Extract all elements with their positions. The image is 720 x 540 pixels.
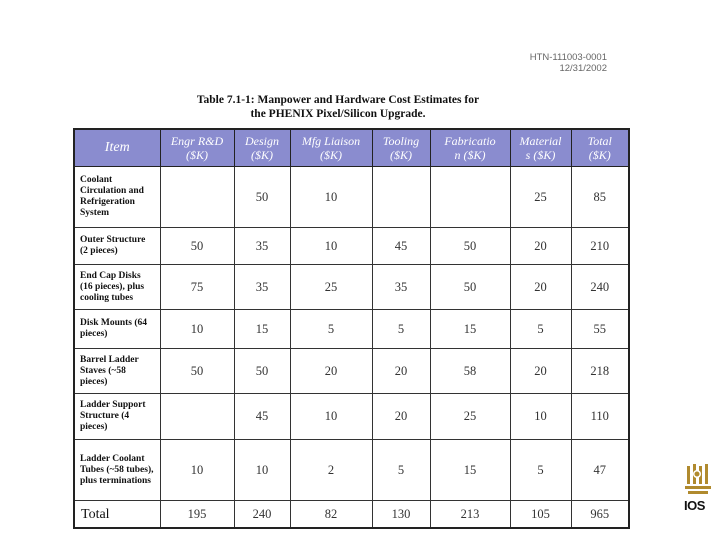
column-header-tooling: Tooling ($K) xyxy=(372,129,430,167)
table-row xyxy=(74,228,629,265)
table-title xyxy=(150,93,526,121)
table-cell: 20 xyxy=(290,349,372,394)
table-cell: 2 xyxy=(290,440,372,501)
table-cell: 10 xyxy=(290,394,372,440)
row-item-label: Ladder Support Structure (4 pieces) xyxy=(74,394,160,440)
table-cell: 20 xyxy=(372,394,430,440)
table-cell: 25 xyxy=(430,394,510,440)
table-title-line2: the PHENIX Pixel/Silicon Upgrade. xyxy=(250,108,426,120)
table-cell: 20 xyxy=(510,349,571,394)
table-row xyxy=(74,310,629,349)
table-cell: 47 xyxy=(571,440,629,501)
table-cell: 25 xyxy=(510,167,571,228)
total-label: Total xyxy=(74,501,160,529)
table-cell: 110 xyxy=(571,394,629,440)
table-cell: 15 xyxy=(430,440,510,501)
table-cell: 15 xyxy=(234,310,290,349)
column-header-total: Total ($K) xyxy=(571,129,629,167)
document-number: HTN-111003-0001 xyxy=(529,52,607,63)
table-cell xyxy=(160,394,234,440)
document-id xyxy=(500,52,607,74)
total-cell: 195 xyxy=(160,501,234,529)
table-cell: 50 xyxy=(160,349,234,394)
document-date: 12/31/2002 xyxy=(559,63,607,74)
table-title-line1: Table 7.1-1: Manpower and Hardware Cost Estimates for xyxy=(196,94,480,106)
table-row xyxy=(74,349,629,394)
table-cell: 58 xyxy=(430,349,510,394)
table-cell: 45 xyxy=(372,228,430,265)
table-cell: 5 xyxy=(372,440,430,501)
table-cell: 10 xyxy=(160,310,234,349)
total-cell: 240 xyxy=(234,501,290,529)
table-cell: 210 xyxy=(571,228,629,265)
table-row xyxy=(74,394,629,440)
row-item-label: Outer Structure (2 pieces) xyxy=(74,228,160,265)
table-row xyxy=(74,440,629,501)
table-header-row xyxy=(74,129,629,167)
table-cell: 10 xyxy=(290,228,372,265)
logo-text: IOS xyxy=(684,498,705,513)
table-cell: 35 xyxy=(234,228,290,265)
total-cell: 130 xyxy=(372,501,430,529)
table-cell: 50 xyxy=(160,228,234,265)
table-cell: 5 xyxy=(372,310,430,349)
table-cell: 50 xyxy=(234,167,290,228)
table-cell: 20 xyxy=(510,265,571,310)
table-cell: 75 xyxy=(160,265,234,310)
total-row xyxy=(74,501,629,529)
row-item-label: Coolant Circulation and Refrigeration System xyxy=(74,167,160,228)
column-header-materials: Material s ($K) xyxy=(510,129,571,167)
table-cell: 5 xyxy=(290,310,372,349)
total-cell: 105 xyxy=(510,501,571,529)
table-cell: 45 xyxy=(234,394,290,440)
table-cell: 20 xyxy=(510,228,571,265)
table-cell: 50 xyxy=(430,228,510,265)
total-cell: 965 xyxy=(571,501,629,529)
table-cell: 35 xyxy=(372,265,430,310)
table-cell: 10 xyxy=(510,394,571,440)
table-row xyxy=(74,167,629,228)
column-header-mfg-liaison: Mfg Liaison ($K) xyxy=(290,129,372,167)
column-header-design: Design ($K) xyxy=(234,129,290,167)
table-cell xyxy=(430,167,510,228)
table-cell: 218 xyxy=(571,349,629,394)
column-header-engr-rd: Engr R&D ($K) xyxy=(160,129,234,167)
row-item-label: Ladder Coolant Tubes (~58 tubes), plus terminations xyxy=(74,440,160,501)
table-cell: 10 xyxy=(160,440,234,501)
table-cell: 5 xyxy=(510,310,571,349)
institution-logo xyxy=(684,462,714,517)
table-cell: 55 xyxy=(571,310,629,349)
table-cell xyxy=(160,167,234,228)
table-cell: 10 xyxy=(290,167,372,228)
column-header-fabrication: Fabricatio n ($K) xyxy=(430,129,510,167)
table-cell xyxy=(372,167,430,228)
table-cell: 240 xyxy=(571,265,629,310)
total-cell: 82 xyxy=(290,501,372,529)
table-row xyxy=(74,265,629,310)
table-cell: 20 xyxy=(372,349,430,394)
table-cell: 50 xyxy=(430,265,510,310)
total-cell: 213 xyxy=(430,501,510,529)
table-cell: 50 xyxy=(234,349,290,394)
table-cell: 35 xyxy=(234,265,290,310)
cost-estimates-table xyxy=(73,128,630,529)
table-cell: 10 xyxy=(234,440,290,501)
row-item-label: End Cap Disks (16 pieces), plus cooling tubes xyxy=(74,265,160,310)
table-cell: 85 xyxy=(571,167,629,228)
table-cell: 25 xyxy=(290,265,372,310)
table-cell: 15 xyxy=(430,310,510,349)
row-item-label: Disk Mounts (64 pieces) xyxy=(74,310,160,349)
table-cell: 5 xyxy=(510,440,571,501)
column-header-item: Item xyxy=(74,129,160,167)
row-item-label: Barrel Ladder Staves (~58 pieces) xyxy=(74,349,160,394)
institution-logo-icon xyxy=(684,462,714,496)
